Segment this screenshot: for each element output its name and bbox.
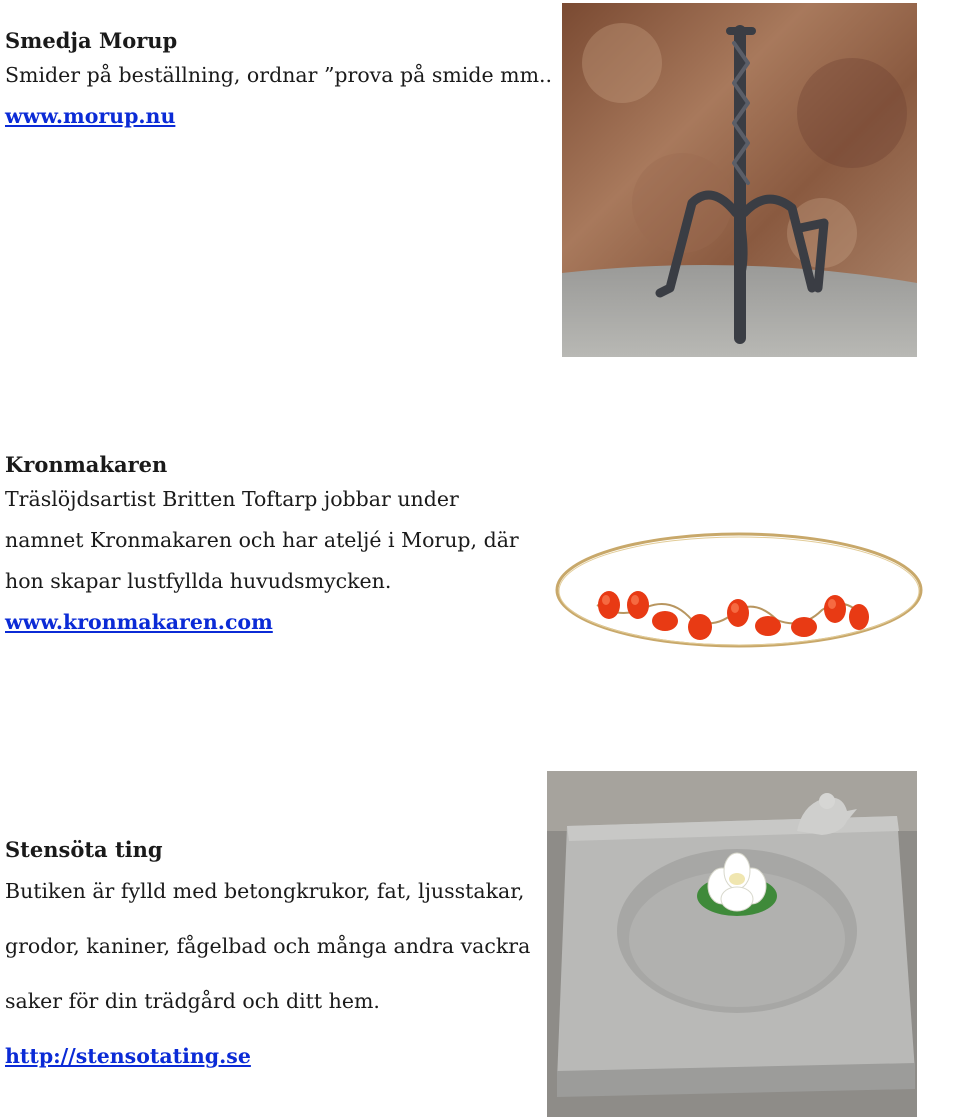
forged-iron-candlestick-icon xyxy=(562,3,917,357)
section-text-line: hon skapar lustfyllda huvudsmycken. xyxy=(5,569,392,593)
section-kronmakaren xyxy=(5,452,519,642)
section-text-line: Butiken är fylld med betongkrukor, fat, ljusstakar, xyxy=(5,879,525,903)
section-text-line: Smider på beställning, ordnar ”prova på smide mm.. xyxy=(5,63,553,87)
section-smedja-morup xyxy=(5,28,552,136)
section-title: Smedja Morup xyxy=(5,28,178,53)
smedja-morup-link[interactable]: www.morup.nu xyxy=(5,104,176,128)
section-stensota-ting xyxy=(5,836,530,1084)
section-text-line: namnet Kronmakaren och har ateljé i Morup, där xyxy=(5,528,519,552)
concrete-birdbath-icon xyxy=(547,771,917,1117)
stensotating-link[interactable]: http://stensotating.se xyxy=(5,1044,251,1068)
section-title: Stensöta ting xyxy=(5,837,163,862)
section-text-line: grodor, kaniner, fågelbad och många andra vackra xyxy=(5,934,531,958)
section-text-line: Träslöjdsartist Britten Toftarp jobbar under xyxy=(5,487,459,511)
section-title: Kronmakaren xyxy=(5,452,168,477)
bead-tiara-icon xyxy=(552,525,926,665)
section-text-line: saker för din trädgård och ditt hem. xyxy=(5,989,380,1013)
kronmakaren-link[interactable]: www.kronmakaren.com xyxy=(5,610,273,634)
